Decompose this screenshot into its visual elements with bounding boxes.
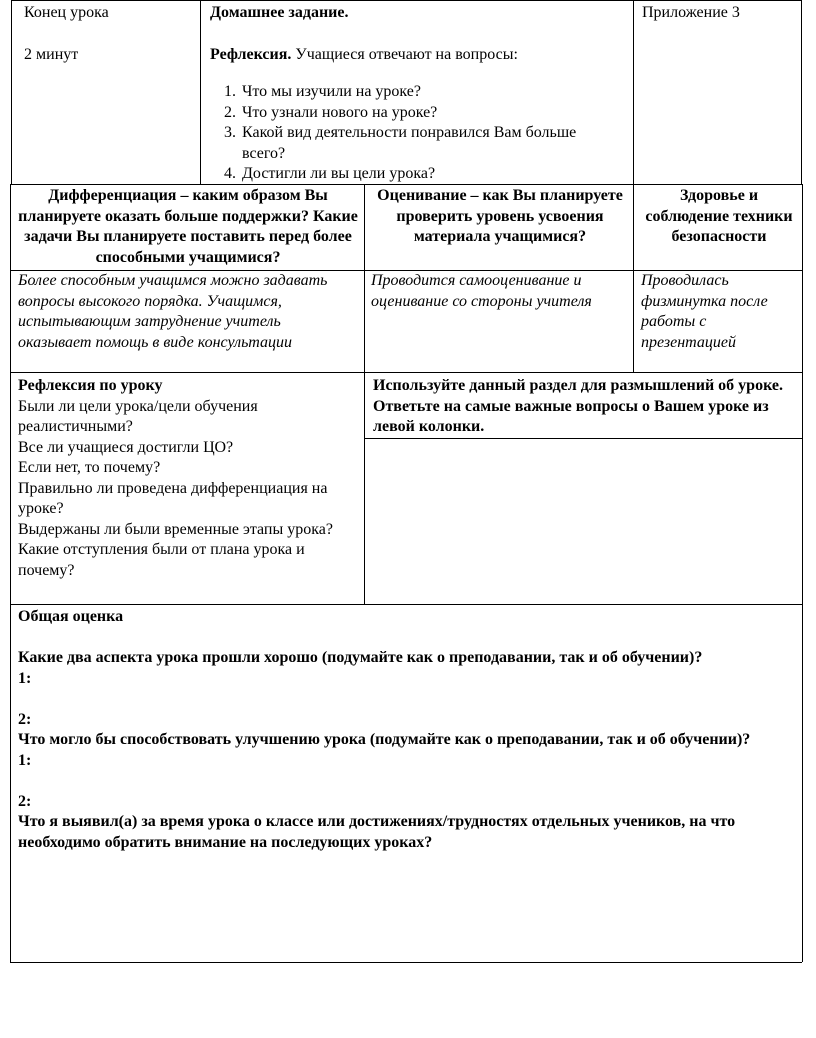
list-item: 2. Что узнали нового на уроке?: [240, 103, 630, 124]
top-table-top-border: [11, 0, 801, 1]
health-header: Здоровье и соблюдение техники безопасности: [645, 187, 793, 245]
table-border-left: [10, 184, 11, 962]
summary-title: Общая оценка: [18, 608, 124, 625]
summary-question-2: Что могло бы способствовать улучшению урока (подумайте как о преподавании, так и об обучении)?: [18, 731, 751, 748]
summary-number: 2:: [18, 792, 32, 810]
reflection-title: Рефлексия по уроку: [18, 377, 163, 394]
list-item: 3. Какой вид деятельности понравился Вам больше всего?: [240, 123, 630, 164]
list-item: 1. Что мы изучили на уроке?: [240, 82, 630, 103]
differentiation-header: Дифференциация – каким образом Вы планируете оказать больше поддержки? Какие задачи Вы планируете поставить перед более способными учащимися?: [18, 187, 358, 266]
health-content: Проводилась физминутка после работы с презентацией: [641, 272, 768, 351]
reflection-instruction: Используйте данный раздел для размышлений об уроке. Ответьте на самые важные вопросы о Вашем уроке из левой колонки.: [373, 377, 783, 435]
top-table-left-border: [11, 0, 12, 184]
summary-number: 1:: [18, 669, 32, 687]
reflection-question: Правильно ли проведена дифференциация на уроке?: [18, 479, 328, 517]
reflection-answer-area[interactable]: [365, 439, 801, 603]
top-table-divider-2: [633, 0, 634, 184]
table-border-bottom: [10, 962, 802, 963]
reflection-question: Какие отступления были от плана урока и почему?: [18, 541, 305, 579]
assessment-content: Проводится самооценивание и оценивание со стороны учителя: [371, 272, 592, 310]
summary-cell: [18, 607, 798, 853]
top-table-divider-1: [200, 0, 201, 184]
resources-cell: [642, 3, 797, 24]
summary-question-1: Какие два аспекта урока прошли хорошо (подумайте как о преподавании, так и об обучении)?: [18, 649, 703, 666]
activities-cell: [210, 3, 630, 185]
resources-label: Приложение 3: [642, 4, 740, 21]
table-border-col2: [633, 184, 634, 372]
reflection-question: Если нет, то почему?: [18, 459, 161, 476]
reflection-question: Все ли учащиеся достигли ЦО?: [18, 438, 234, 456]
reflection-question: Были ли цели урока/цели обучения реалистичными?: [18, 397, 258, 435]
reflection-questions-list: [210, 82, 630, 185]
table-border-h3: [10, 372, 802, 373]
table-border-right: [802, 184, 803, 962]
homework-label: Домашнее задание.: [210, 4, 349, 21]
assessment-header: Оценивание – как Вы планируете проверить уровень усвоения материала учащимися?: [377, 187, 623, 245]
reflection-paragraph: [210, 45, 630, 66]
differentiation-content: Более способным учащимся можно задавать вопросы высокого порядка. Учащимся, испытывающим затруднение учитель оказывает помощь в виде консультации: [18, 272, 328, 351]
duration-label: 2 минут: [24, 45, 79, 63]
reflection-label: Рефлексия.: [210, 45, 292, 63]
summary-number: 2:: [18, 710, 32, 728]
reflection-question: Выдержаны ли были временные этапы урока?: [18, 520, 333, 538]
reflection-questions-cell: [18, 376, 358, 581]
list-item: 4. Достигли ли вы цели урока?: [240, 164, 630, 185]
summary-number: 1:: [18, 751, 32, 769]
stage-cell: [24, 3, 196, 65]
stage-label: Конец урока: [24, 4, 109, 21]
summary-question-3: Что я выявил(а) за время урока о классе или достижениях/трудностях отдельных учеников, на что необходимо обратить внимание на последующих уроках?: [18, 813, 736, 851]
top-table-right-border: [801, 0, 802, 184]
reflection-text: Учащиеся отвечают на вопросы:: [291, 45, 518, 63]
table-border-h5: [10, 604, 802, 605]
